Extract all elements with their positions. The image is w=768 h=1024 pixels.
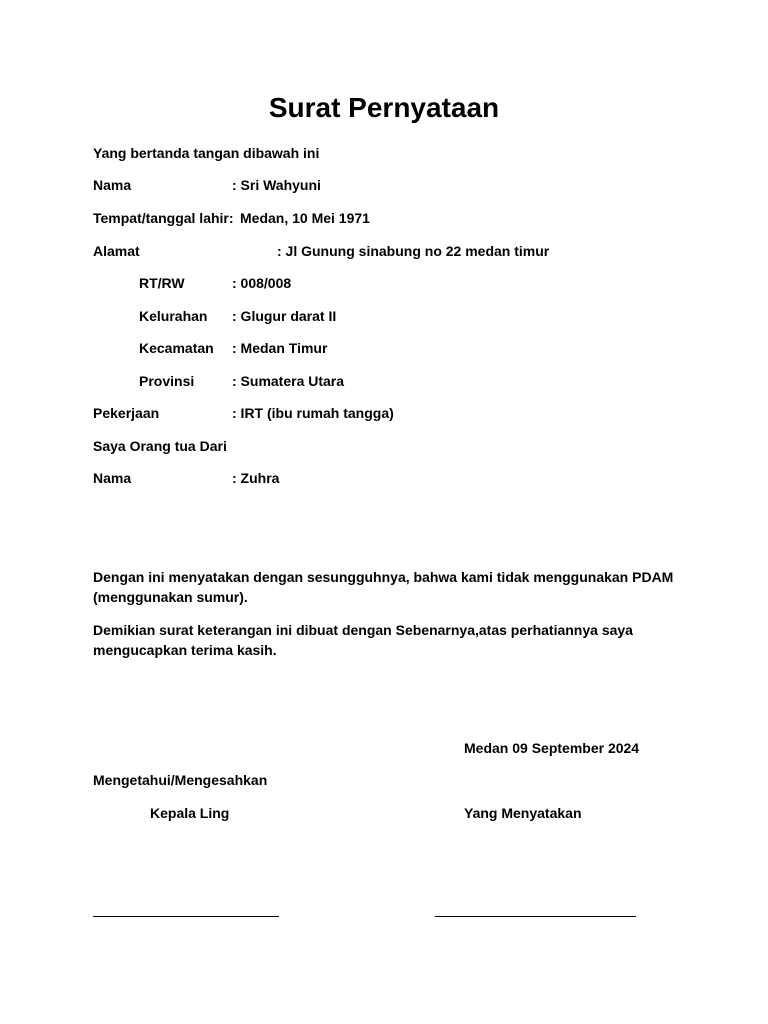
ttl-value: Medan, 10 Mei 1971 <box>240 210 370 226</box>
rtrw-value: : 008/008 <box>232 275 292 291</box>
nama-label: Nama <box>93 177 132 193</box>
ttl-label: Tempat/tanggal lahir: <box>93 210 234 226</box>
kelurahan-label: Kelurahan <box>139 308 208 324</box>
signer-left-title: Kepala Ling <box>150 805 230 821</box>
nama-value: : Sri Wahyuni <box>232 177 321 193</box>
pekerjaan-value: : IRT (ibu rumah tangga) <box>232 405 394 421</box>
document-title: Surat Pernyataan <box>268 92 500 123</box>
signature-line-right <box>435 916 636 917</box>
closing-paragraph: Demikian surat keterangan ini dibuat dengan Sebenarnya,atas perhatiannya saya mengucapkan terima kasih. <box>93 622 633 658</box>
signature-line-left <box>93 916 279 917</box>
statement-paragraph: Dengan ini menyatakan dengan sesungguhnya, bahwa kami tidak menggunakan PDAM (menggunakan sumur). <box>93 569 674 605</box>
alamat-label: Alamat <box>93 243 140 259</box>
intro-text: Yang bertanda tangan dibawah ini <box>93 145 320 161</box>
provinsi-value: : Sumatera Utara <box>232 373 345 389</box>
kecamatan-label: Kecamatan <box>139 340 214 356</box>
kelurahan-value: : Glugur darat II <box>232 308 337 324</box>
alamat-value: : Jl Gunung sinabung no 22 medan timur <box>277 243 550 259</box>
rtrw-label: RT/RW <box>139 275 185 291</box>
child-nama-value: : Zuhra <box>232 470 280 486</box>
child-nama-label: Nama <box>93 470 132 486</box>
signer-right-title: Yang Menyatakan <box>464 805 582 821</box>
provinsi-label: Provinsi <box>139 373 195 389</box>
place-date: Medan 09 September 2024 <box>464 740 640 756</box>
pekerjaan-label: Pekerjaan <box>93 405 160 421</box>
acknowledged-text: Mengetahui/Mengesahkan <box>93 772 268 788</box>
kecamatan-value: : Medan Timur <box>232 340 328 356</box>
parent-of-text: Saya Orang tua Dari <box>93 438 227 454</box>
